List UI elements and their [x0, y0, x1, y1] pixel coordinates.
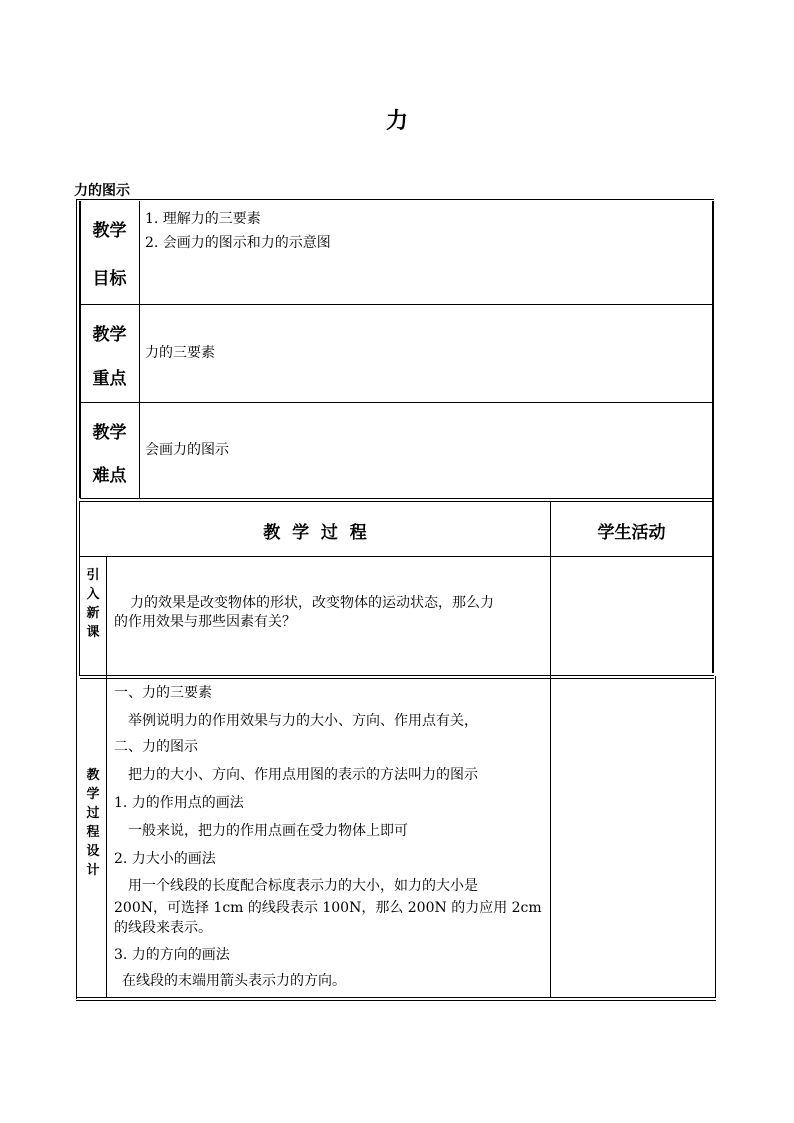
- design-line: 二、力的图示: [114, 739, 198, 755]
- intro-text-line: 力的效果是改变物体的形状，改变物体的运动状态，那么力: [130, 595, 494, 611]
- difficulties-content: 会画力的图示: [145, 442, 229, 458]
- intro-label: 引 入 新 课: [86, 568, 100, 640]
- row-divider: [80, 678, 714, 679]
- design-line: 一般来说，把力的作用点画在受力物体上即可: [128, 823, 408, 839]
- table-right-border: [712, 201, 714, 673]
- intro-text-line: 的作用效果与那些因素有关？: [114, 614, 296, 630]
- student-activity-header: 学生活动: [597, 523, 666, 543]
- objectives-content: [145, 207, 705, 255]
- design-label: 教 学 过 程 设 计: [86, 768, 100, 878]
- section-subtitle: 力的图示: [74, 183, 130, 199]
- process-header: 教 学 过 程: [263, 523, 367, 543]
- design-line: 用一个线段的长度配合标度表示力的大小，如力的大小是: [128, 878, 478, 894]
- table-top-border: [76, 199, 714, 200]
- row-divider: [80, 304, 712, 305]
- row-divider: [80, 498, 712, 499]
- row-divider: [80, 402, 712, 403]
- table-outer-right-border: [715, 676, 716, 998]
- row-divider: [80, 675, 714, 676]
- design-line: 3. 力的方向的画法: [114, 947, 230, 963]
- difficulties-label: 教学 难点: [92, 423, 127, 486]
- table-bottom-border: [76, 997, 716, 998]
- activity-column-divider: [550, 501, 551, 998]
- objective-item: 1. 理解力的三要素: [145, 211, 261, 227]
- design-line: 200N，可选择 1cm 的线段表示 100N，那么 200N 的力应用 2cm: [114, 900, 542, 916]
- row-divider: [80, 501, 712, 502]
- intro-label-divider: [106, 556, 107, 998]
- design-line: 2. 力大小的画法: [114, 851, 216, 867]
- design-line: 一、力的三要素: [114, 685, 212, 701]
- objectives-label: 教学 目标: [92, 221, 127, 289]
- row-divider: [80, 556, 712, 557]
- objectives-divider: [139, 201, 140, 498]
- table-bottom-border: [76, 1000, 716, 1001]
- design-line: 在线段的末端用箭头表示力的方向。: [122, 973, 346, 989]
- design-line: 1. 力的作用点的画法: [114, 795, 244, 811]
- key-points-label: 教学 重点: [92, 325, 127, 389]
- key-points-content: 力的三要素: [145, 345, 215, 361]
- table-outer-left-border: [76, 199, 77, 999]
- design-line: 的线段来表示。: [114, 920, 212, 936]
- design-line: 把力的大小、方向、作用点用图的表示的方法叫力的图示: [128, 767, 478, 783]
- document-title: 力: [385, 108, 408, 134]
- objective-item: 2. 会画力的图示和力的示意图: [145, 235, 331, 251]
- design-line: 举例说明力的作用效果与力的大小、方向、作用点有关，: [128, 713, 478, 729]
